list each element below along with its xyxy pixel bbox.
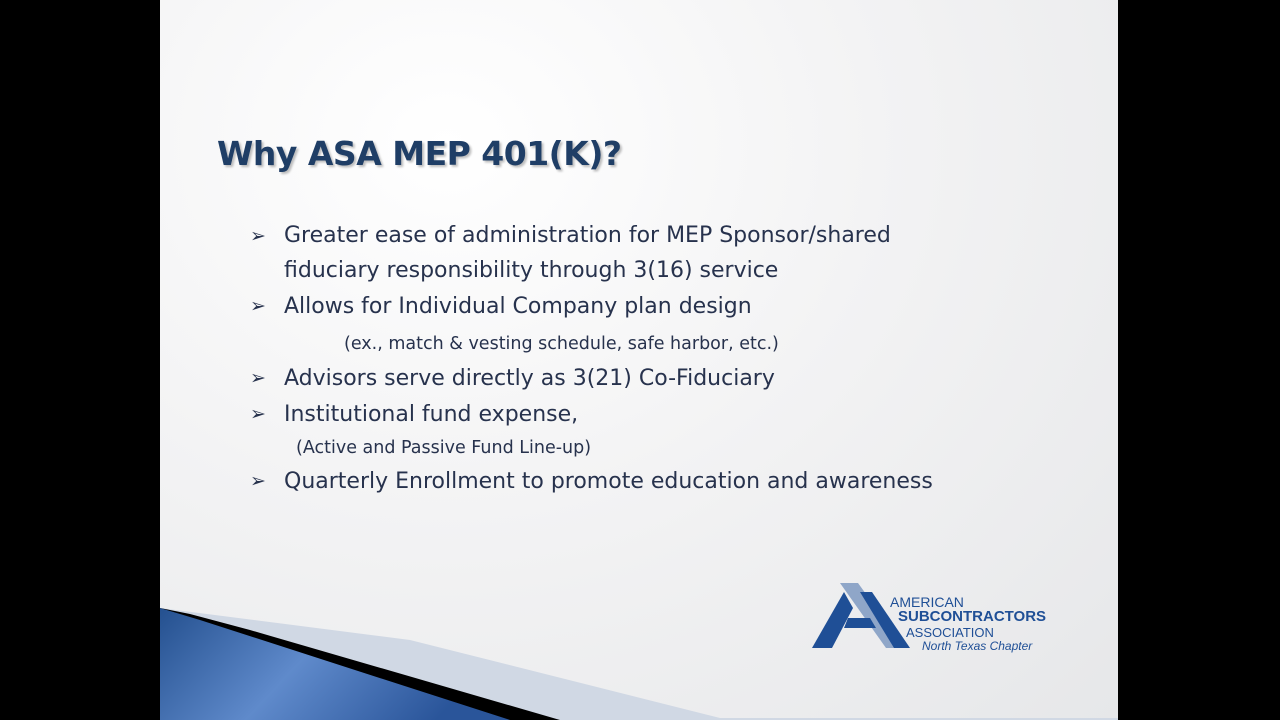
bullet-text: Quarterly Enrollment to promote education and awareness bbox=[284, 469, 933, 494]
arrowhead-bullet-icon: ➢ bbox=[250, 470, 266, 492]
bullet-text: Greater ease of administration for MEP Sponsor/shared bbox=[284, 223, 891, 248]
bullet-text: Advisors serve directly as 3(21) Co-Fiduciary bbox=[284, 366, 775, 391]
bullet-text: fiduciary responsibility through 3(16) service bbox=[284, 258, 779, 283]
arrowhead-bullet-icon: ➢ bbox=[250, 225, 266, 247]
logo-text: North Texas Chapter bbox=[922, 639, 1033, 653]
logo-text: ASSOCIATION bbox=[906, 625, 994, 640]
arrowhead-bullet-icon: ➢ bbox=[250, 295, 266, 317]
bullet-text: Allows for Individual Company plan design bbox=[284, 294, 752, 319]
logo-text: SUBCONTRACTORS bbox=[898, 608, 1047, 625]
slide-title: Why ASA MEP 401(K)? bbox=[217, 134, 622, 173]
asa-logo bbox=[810, 580, 1070, 660]
bullet-text: Institutional fund expense, bbox=[284, 402, 579, 427]
bullet-subtext: (Active and Passive Fund Line-up) bbox=[296, 438, 592, 458]
slide bbox=[160, 0, 1118, 720]
logo-text: AMERICAN bbox=[890, 594, 964, 610]
arrowhead-bullet-icon: ➢ bbox=[250, 367, 266, 389]
arrowhead-bullet-icon: ➢ bbox=[250, 403, 266, 425]
bullet-subtext: (ex., match & vesting schedule, safe harbor, etc.) bbox=[344, 334, 779, 354]
